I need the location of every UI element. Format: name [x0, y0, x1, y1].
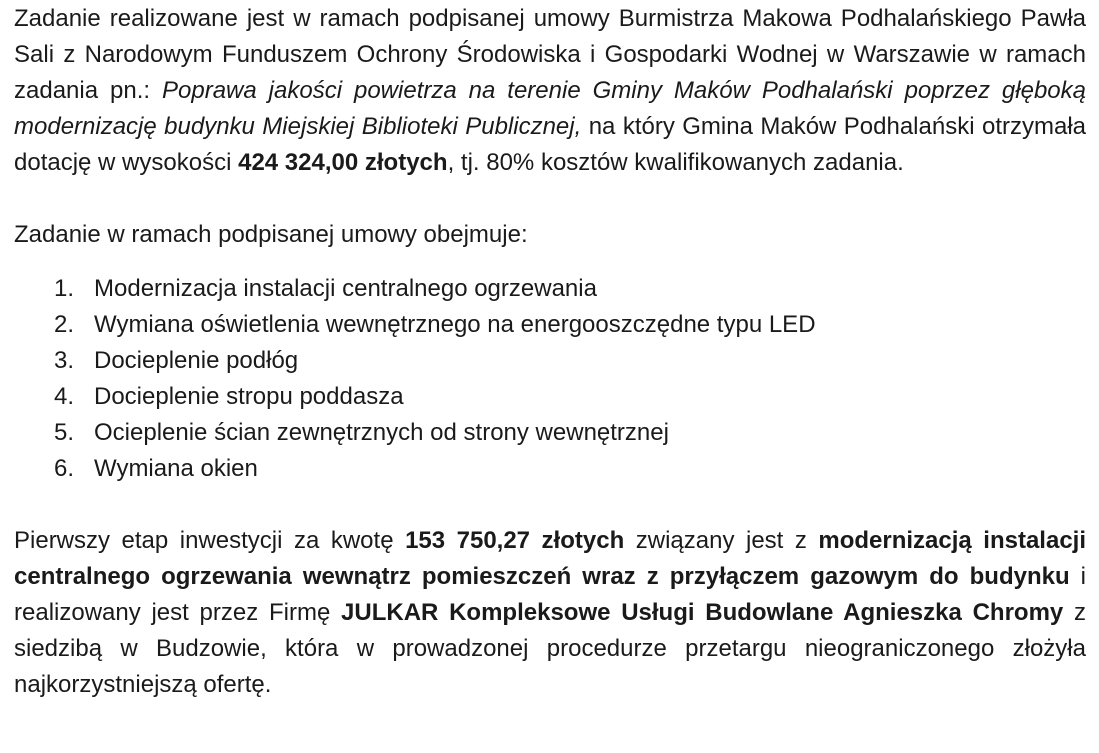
stage1-text-2: związany jest z — [624, 527, 819, 554]
intro-text-2: na który Gmina Maków Podhalański otrzymała dotację w wysokości — [14, 113, 1086, 176]
list-item-label: Docieplenie podłóg — [94, 347, 299, 374]
list-item-label: Wymiana oświetlenia wewnętrznego na energooszczędne typu LED — [94, 311, 816, 338]
list-item-label: Modernizacja instalacji centralnego ogrzewania — [94, 275, 597, 302]
list-item-label: Wymiana okien — [94, 455, 258, 482]
stage1-amount: 153 750,27 złotych — [405, 527, 625, 554]
intro-text-1: Zadanie realizowane jest w ramach podpisanej umowy Burmistrza Makowa Podhalańskiego Pawła Sali z Narodowym Funduszem Ochrony Środowiska i Gospodarki Wodnej w Warszawie w ramach zadania pn.: — [14, 5, 1086, 104]
list-item — [54, 343, 1086, 379]
contractor-name: JULKAR Kompleksowe Usługi Budowlane Agnieszka Chromy — [341, 599, 1064, 626]
stage1-text-4: z siedzibą w Budzowie, która w prowadzonej procedurze przetargu nieograniczonego złożyła najkorzystniejszą ofertę. — [14, 599, 1086, 698]
list-item — [54, 271, 1086, 307]
stage1-paragraph — [14, 523, 1086, 703]
list-item-number: 2. — [54, 311, 75, 338]
list-item-number: 3. — [54, 347, 75, 374]
list-item-label: Docieplenie stropu poddasza — [94, 383, 404, 410]
list-item-number: 4. — [54, 383, 75, 410]
list-item — [54, 307, 1086, 343]
list-item — [54, 415, 1086, 451]
stage1-text-3: i realizowany jest przez Firmę — [14, 563, 1086, 626]
stage1-scope: modernizacją instalacji centralnego ogrzewania wewnątrz pomieszczeń wraz z przyłączem gazowym do budynku — [14, 527, 1086, 590]
document-body — [14, 0, 1086, 703]
scope-list — [14, 271, 1086, 487]
list-item — [54, 379, 1086, 415]
grant-amount: 424 324,00 złotych — [238, 149, 448, 176]
intro-paragraph — [14, 0, 1086, 181]
scope-heading: Zadanie w ramach podpisanej umowy obejmuje: — [14, 221, 528, 248]
list-item-number: 1. — [54, 275, 75, 302]
intro-text-3: , tj. 80% kosztów kwalifikowanych zadania. — [447, 149, 904, 176]
stage1-text-1: Pierwszy etap inwestycji za kwotę — [14, 527, 406, 554]
list-item-number: 6. — [54, 455, 75, 482]
task-name: Poprawa jakości powietrza na terenie Gminy Maków Podhalański poprzez głęboką modernizację budynku Miejskiej Biblioteki Publicznej, — [14, 77, 1086, 140]
list-item-label: Ocieplenie ścian zewnętrznych od strony wewnętrznej — [94, 419, 669, 446]
list-item-number: 5. — [54, 419, 75, 446]
list-item — [54, 451, 1086, 487]
